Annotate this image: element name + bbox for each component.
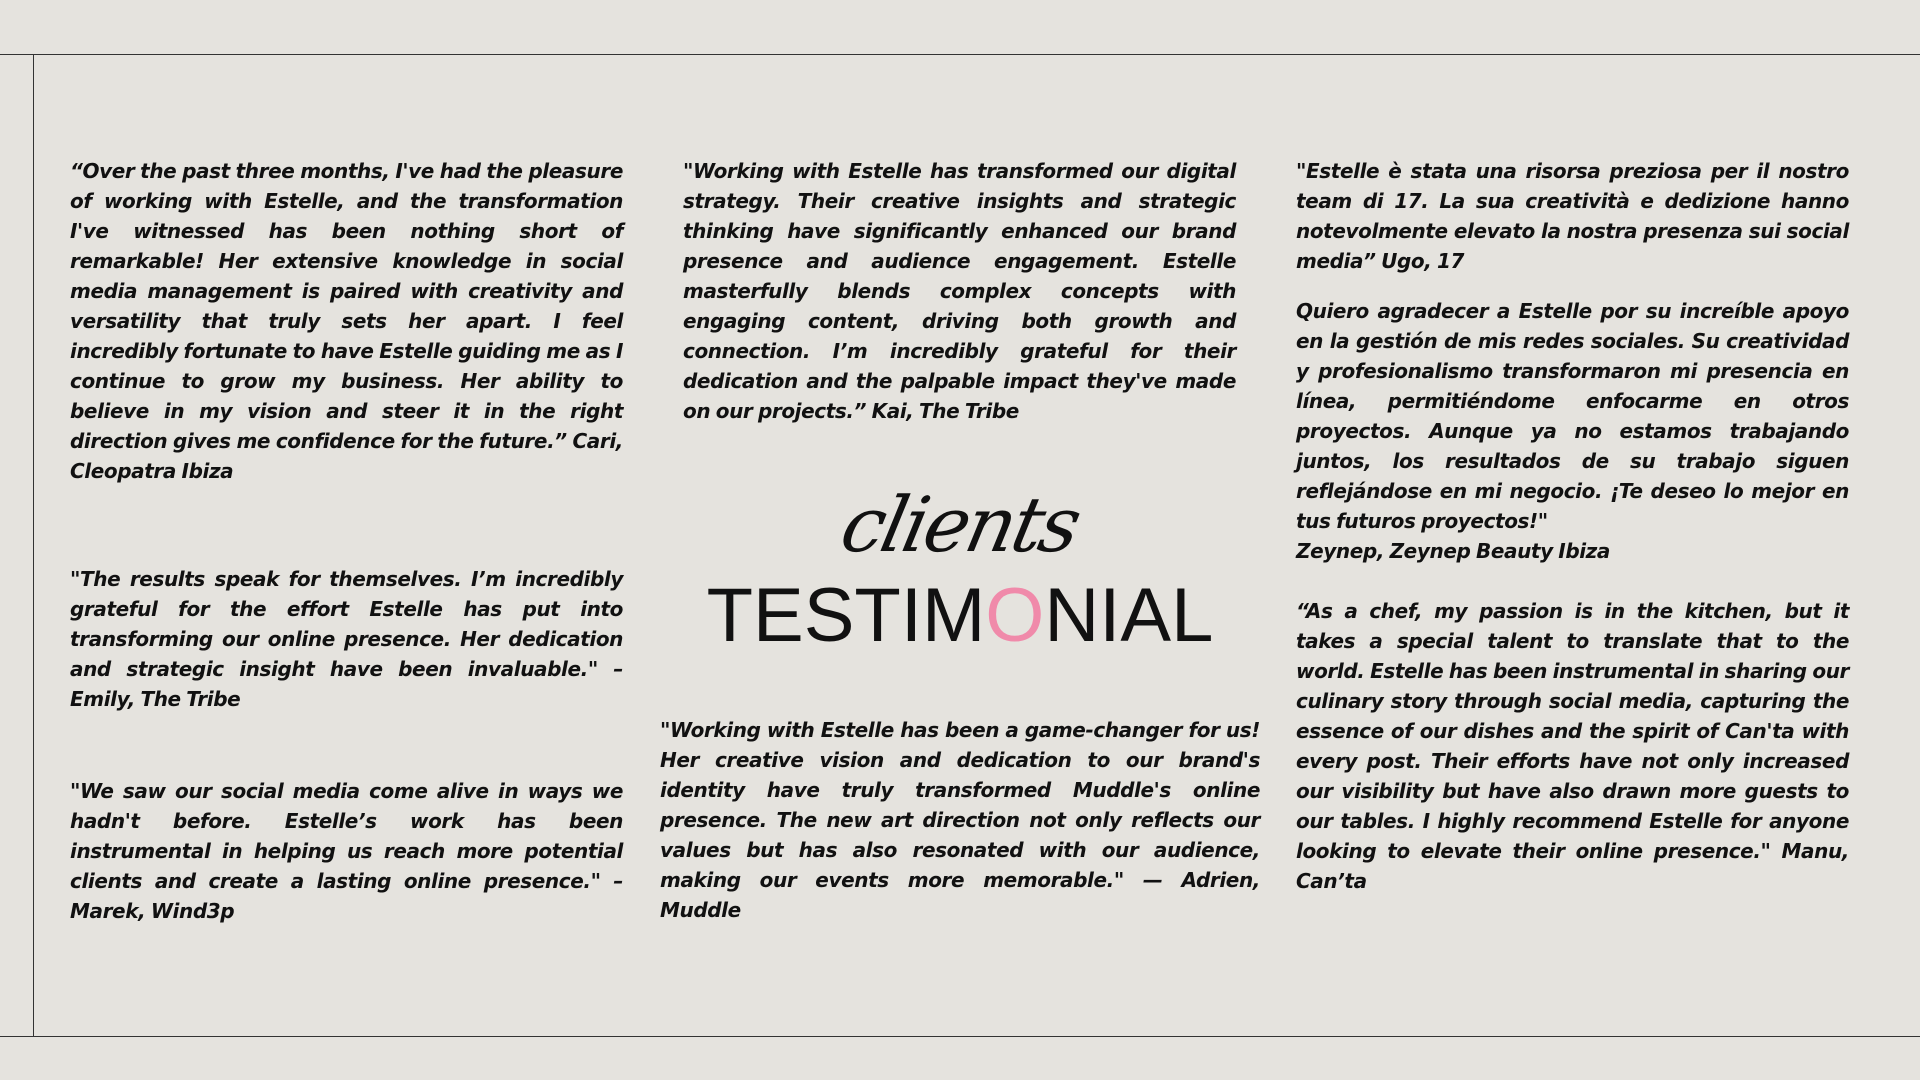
testimonial-zeynep-text: Quiero agradecer a Estelle por su increíble apoyo en la gestión de mis redes sociales. Su creatividad y profesionalismo transformaron mi presencia en línea, permitiéndome enfocarme en otros proyectos. Aunque ya no estamos trabajando juntos, los resultados de su trabajo siguen reflejándose en mi negocio. ¡Te deseo lo mejor en tus futuros proyectos!" (1296, 299, 1849, 533)
testimonial-kai: "Working with Estelle has transformed our digital strategy. Their creative insights and strategic thinking have significantly enhanced our brand presence and audience engagement. Estelle masterfully blends complex concepts with engaging content, driving both growth and connection. I’m incredibly grateful for their dedication and the palpable impact they've made on our projects.” Kai, The Tribe (683, 159, 1236, 423)
testimonial-adrien: "Working with Estelle has been a game-changer for us! Her creative vision and dedication to our brand's identity have truly transformed Muddle's online presence. The new art direction not only reflects our values but has also resonated with our audience, making our events more memorable." — Adrien, Muddle (660, 718, 1260, 922)
title-main-after: NIAL (1044, 573, 1214, 658)
testimonial-manu: “As a chef, my passion is in the kitchen, but it takes a special talent to translate that to the world. Estelle has been instrumental in sharing our culinary story through social media, capturing the essence of our dishes and the spirit of Can'ta with every post. Their efforts have not only increased our visibility but have also drawn more guests to our tables. I highly recommend Estelle for anyone looking to elevate their online presence." Manu, Can’ta (1296, 599, 1849, 893)
title-main-accent: O (985, 573, 1045, 658)
bottom-divider (0, 1036, 1920, 1037)
testimonial-emily: "The results speak for themselves. I’m incredibly grateful for the effort Estelle has put into transforming our online presence. Her dedication and strategic insight have been invaluable." – Emily, The Tribe (70, 567, 623, 711)
title-script: clients (833, 480, 1087, 569)
title-main-before: TESTIM (706, 573, 986, 658)
testimonial-ugo: "Estelle è stata una risorsa preziosa per il nostro team di 17. La sua creatività e dedizione hanno notevolmente elevato la nostra presenza sui social media” Ugo, 17 (1296, 159, 1849, 273)
testimonial-zeynep (1296, 296, 1849, 566)
title-block (700, 480, 1220, 660)
page-title (700, 573, 1220, 658)
testimonial-marek: "We saw our social media come alive in ways we hadn't before. Estelle’s work has been instrumental in helping us reach more potential clients and create a lasting online presence." – Marek, Wind3p (70, 779, 623, 923)
testimonial-cleopatra: “Over the past three months, I've had the pleasure of working with Estelle, and the transformation I've witnessed has been nothing short of remarkable! Her extensive knowledge in social media management is paired with creativity and versatility that truly sets her apart. I feel incredibly fortunate to have Estelle guiding me as I continue to grow my business. Her ability to believe in my vision and steer it in the right direction gives me confidence for the future.” Cari, Cleopatra Ibiza (70, 159, 623, 483)
testimonial-zeynep-author: Zeynep, Zeynep Beauty Ibiza (1296, 539, 1611, 563)
top-divider (0, 54, 1920, 55)
left-divider (33, 54, 34, 1036)
